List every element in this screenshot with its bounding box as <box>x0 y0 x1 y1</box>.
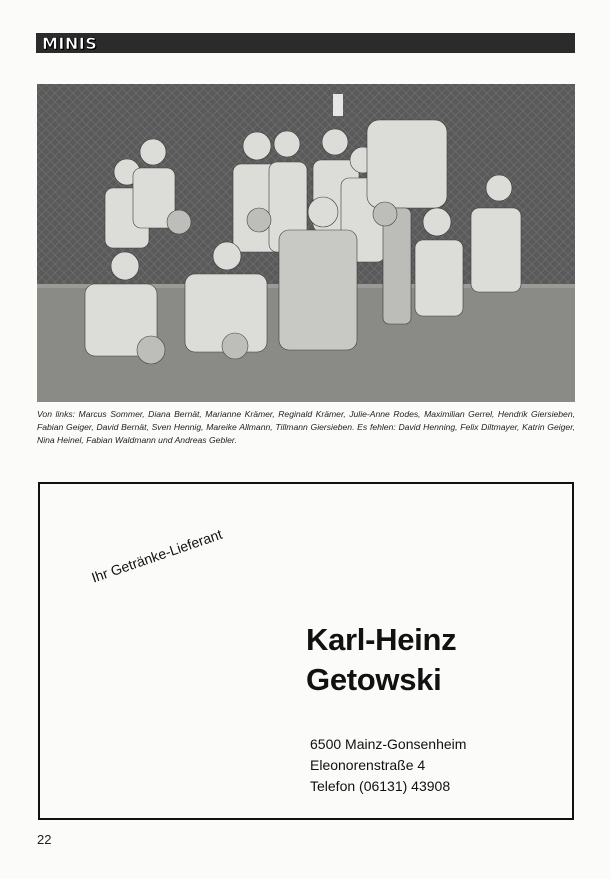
page-number: 22 <box>37 832 52 847</box>
ad-address-line1: 6500 Mainz-Gonsenheim <box>310 736 467 752</box>
section-header-bar <box>36 33 575 53</box>
ad-company-name <box>306 620 456 700</box>
team-photo-graphic <box>37 84 575 402</box>
ad-address <box>310 734 466 797</box>
ad-address-line2: Eleonorenstraße 4 <box>310 757 426 773</box>
advertisement-box <box>38 482 574 820</box>
ad-name-line2: Getowski <box>306 662 442 697</box>
ad-tagline: Ihr Getränke-Lieferant <box>89 525 225 586</box>
team-photo <box>37 84 575 402</box>
section-title: MINIS <box>42 34 98 53</box>
ad-phone: Telefon (06131) 43908 <box>310 778 451 794</box>
ad-name-line1: Karl-Heinz <box>306 622 457 657</box>
photo-caption: Von links: Marcus Sommer, Diana Bernät, Marianne Krämer, Reginald Krämer, Julie-Anne Rodes, Maximilian Gerrel, Hendrik Giersieben, Fabian Geiger, David Bernät, Sven Hennig, Mareike Allmann, Tillmann Giersieben. Es fehlen: David Henning, Felix Diltmayer, Katrin Geiger, Nina Heinel, Fabian Waldmann und Andreas Gebler. <box>37 409 575 445</box>
